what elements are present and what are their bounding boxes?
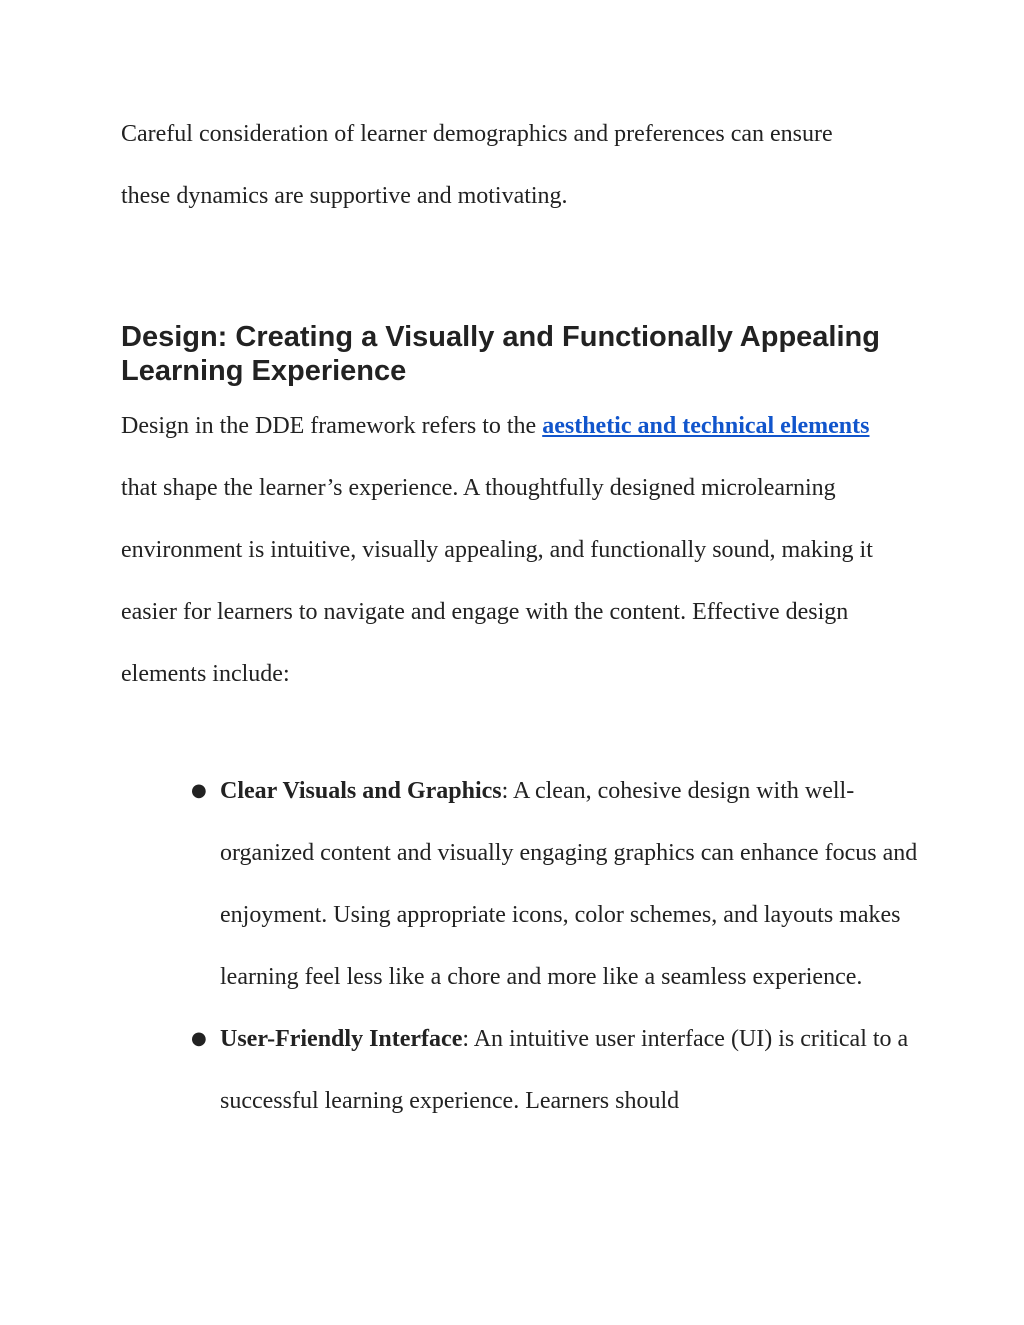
design-elements-list <box>121 760 921 1132</box>
list-item-user-friendly-interface <box>121 1008 920 1132</box>
bullet-icon: ● <box>191 1028 207 1049</box>
intro-paragraph <box>121 103 881 227</box>
section-heading: Design: Creating a Visually and Functionally Appealing Learning Experience <box>121 321 880 387</box>
bullet-term: Clear Visuals and Graphics <box>220 778 502 804</box>
design-text-before-link: Design in the DDE framework refers to the <box>121 413 543 439</box>
aesthetic-technical-elements-link[interactable]: aesthetic and technical elements <box>542 413 870 439</box>
bullet-description: : A clean, cohesive design with well-organized content and visually engaging graphics can enhance focus and enjoyment. Using appropriate icons, color schemes, and layouts makes learning feel less like a chore and more like a seamless experience. <box>220 778 918 990</box>
bullet-icon: ● <box>191 780 207 801</box>
intro-text: Careful consideration of learner demographics and preferences can ensure these dynamics are supportive and motivating. <box>121 121 833 209</box>
bullet-term: User-Friendly Interface <box>220 1026 463 1052</box>
design-text-after-link: that shape the learner’s experience. A thoughtfully designed microlearning environment is intuitive, visually appealing, and functionally sound, making it easier for learners to navigate and engage with the content. Effective design elements include: <box>121 475 873 687</box>
list-item-clear-visuals <box>121 760 920 1008</box>
design-paragraph <box>121 395 911 705</box>
bullet-description: : An intuitive user interface (UI) is critical to a successful learning experience. Learners should <box>220 1026 909 1114</box>
